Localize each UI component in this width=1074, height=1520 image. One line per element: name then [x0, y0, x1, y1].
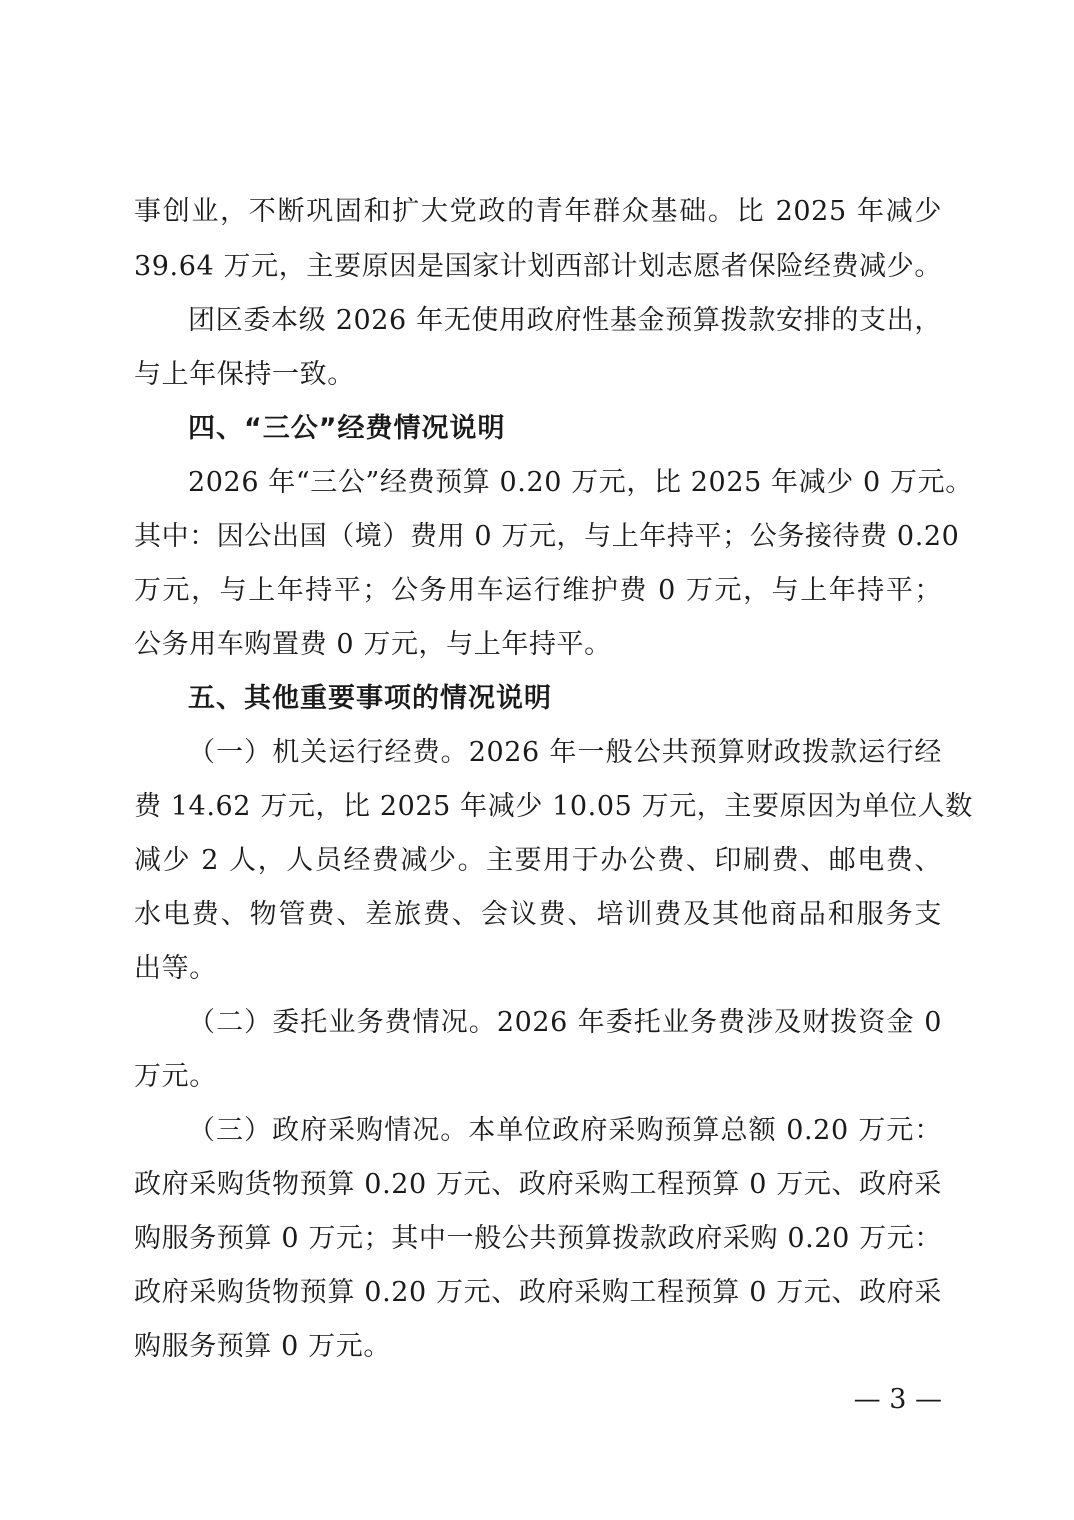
paragraph-line: （一）机关运行经费。2026 年一般公共预算财政拨款运行经	[188, 737, 942, 768]
paragraph-line: 与上年保持一致。	[134, 359, 355, 390]
section-heading: 五、其他重要事项的情况说明	[188, 683, 552, 714]
paragraph-line: 万元。	[134, 1061, 217, 1092]
paragraph-line: （二）委托业务费情况。2026 年委托业务费涉及财拨资金 0	[188, 1007, 942, 1038]
paragraph-line: （三）政府采购情况。本单位政府采购预算总额 0.20 万元：	[188, 1115, 942, 1146]
paragraph-line: 其中：因公出国（境）费用 0 万元，与上年持平；公务接待费 0.20	[134, 521, 960, 552]
paragraph-line: 2026 年“三公”经费预算 0.20 万元，比 2025 年减少 0 万元。	[188, 467, 973, 498]
section-heading: 四、“三公”经费情况说明	[188, 413, 506, 444]
paragraph-line: 万元，与上年持平；公务用车运行维护费 0 万元，与上年持平；	[134, 575, 942, 606]
paragraph-line: 出等。	[134, 953, 217, 984]
paragraph-line: 事创业，不断巩固和扩大党政的青年群众基础。比 2025 年减少	[134, 196, 942, 227]
page-number: — 3 —	[853, 1384, 942, 1415]
paragraph-line: 政府采购货物预算 0.20 万元、政府采购工程预算 0 万元、政府采	[134, 1277, 942, 1308]
paragraph-line: 费 14.62 万元，比 2025 年减少 10.05 万元，主要原因为单位人数	[134, 791, 973, 822]
paragraph-line: 39.64 万元，主要原因是国家计划西部计划志愿者保险经费减少。	[134, 251, 942, 282]
paragraph-line: 购服务预算 0 万元。	[134, 1331, 391, 1362]
paragraph-line: 公务用车购置费 0 万元，与上年持平。	[134, 629, 612, 660]
paragraph-line: 团区委本级 2026 年无使用政府性基金预算拨款安排的支出，	[188, 305, 942, 336]
paragraph-line: 减少 2 人，人员经费减少。主要用于办公费、印刷费、邮电费、	[134, 845, 942, 876]
paragraph-line: 水电费、物管费、差旅费、会议费、培训费及其他商品和服务支	[134, 899, 942, 930]
paragraph-line: 政府采购货物预算 0.20 万元、政府采购工程预算 0 万元、政府采	[134, 1169, 942, 1200]
paragraph-line: 购服务预算 0 万元；其中一般公共预算拨款政府采购 0.20 万元：	[134, 1223, 942, 1254]
